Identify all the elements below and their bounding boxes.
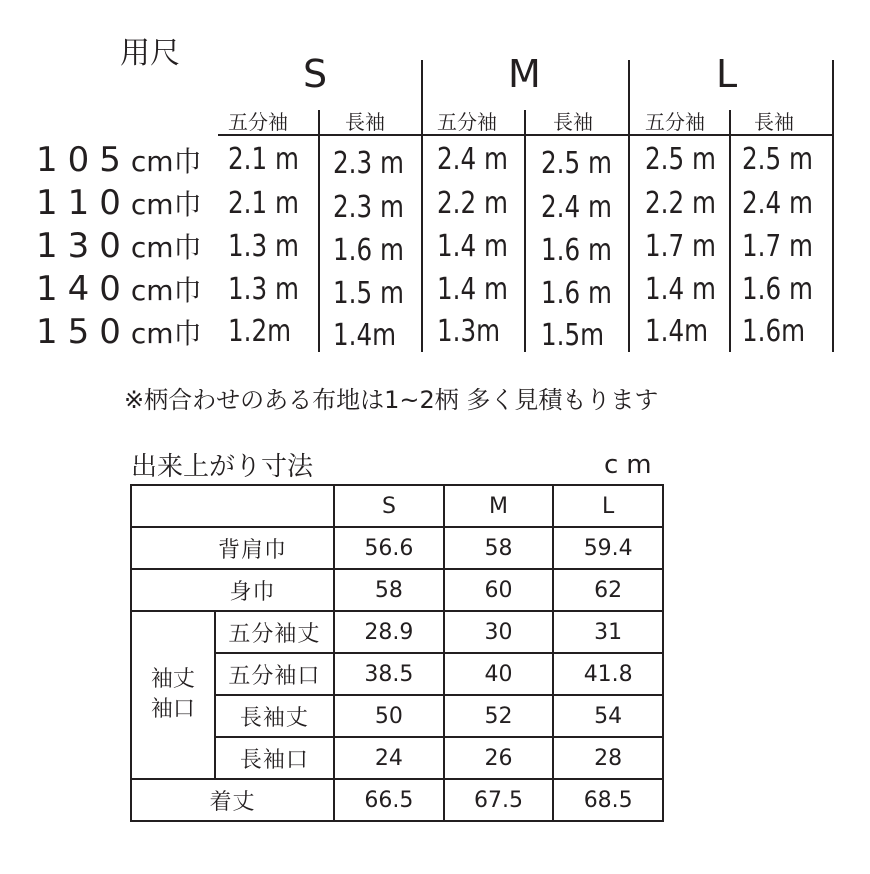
cell: 2.4 m (437, 142, 508, 177)
cell: 2.3 m (333, 190, 404, 225)
cell: 1.5m (541, 318, 605, 353)
table-row (131, 485, 663, 527)
row-label-140: 140cm巾 (36, 269, 202, 309)
col-header-s: S (334, 485, 444, 527)
cell: 2.2 m (645, 186, 716, 221)
subheader-s-short: 五分袖 (228, 110, 288, 134)
cell: 1.3 m (228, 272, 299, 307)
divider-s-m-top (421, 60, 423, 136)
table-row (131, 569, 663, 611)
yoshaku-title: 用尺 (120, 36, 180, 71)
pattern-match-note: ※柄合わせのある布地は1~2柄 多く見積もります (124, 386, 659, 414)
table-row (131, 779, 663, 821)
cell: 58 (334, 569, 444, 611)
col-header-m: M (444, 485, 554, 527)
col-header-l: L (553, 485, 663, 527)
divider-m-l (628, 136, 630, 352)
cell: 2.1 m (228, 142, 299, 177)
cell: 40 (444, 653, 554, 695)
cell: 26 (444, 737, 554, 779)
cell: 59.4 (553, 527, 663, 569)
cell: 1.4 m (645, 272, 716, 307)
divider-s-inner (318, 110, 320, 352)
cell: 41.8 (553, 653, 663, 695)
cell: 1.6 m (541, 233, 612, 268)
size-header-l: L (716, 52, 738, 96)
row-label-back-width: 背肩巾 (131, 527, 334, 569)
subheader-m-short: 五分袖 (437, 110, 497, 134)
subheader-l-long: 長袖 (754, 110, 794, 134)
cell: 28 (553, 737, 663, 779)
cell: 1.6 m (742, 272, 813, 307)
cell: 28.9 (334, 611, 444, 653)
finished-unit: cm (604, 450, 660, 480)
subheader-m-long: 長袖 (553, 110, 593, 134)
cell: 68.5 (553, 779, 663, 821)
divider-s-m (421, 136, 423, 352)
cell: 50 (334, 695, 444, 737)
cell: 1.6m (742, 314, 806, 349)
row-label-105: 105cm巾 (36, 140, 202, 180)
cell: 58 (444, 527, 554, 569)
cell: 1.4m (333, 318, 397, 353)
corner-cell (131, 485, 334, 527)
cell: 2.5 m (742, 142, 813, 177)
row-label-short-sleeve-length: 五分袖丈 (215, 611, 334, 653)
divider-m-inner (524, 110, 526, 352)
cell: 2.4 m (541, 190, 612, 225)
cell: 2.1 m (228, 186, 299, 221)
row-label-length: 着丈 (131, 779, 334, 821)
cell: 2.4 m (742, 186, 813, 221)
cell: 1.6 m (333, 233, 404, 268)
cell: 56.6 (334, 527, 444, 569)
cell: 52 (444, 695, 554, 737)
row-label-body-width: 身巾 (131, 569, 334, 611)
divider-l-inner (729, 110, 731, 352)
row-label-110: 110cm巾 (36, 183, 202, 223)
divider-m-l-top (628, 60, 630, 136)
cell: 30 (444, 611, 554, 653)
cell: 67.5 (444, 779, 554, 821)
table-row (131, 611, 663, 653)
row-label-short-sleeve-cuff: 五分袖口 (215, 653, 334, 695)
subheader-s-long: 長袖 (345, 110, 385, 134)
cell: 24 (334, 737, 444, 779)
divider-right-edge (832, 60, 834, 352)
cell: 1.6 m (541, 276, 612, 311)
cell: 66.5 (334, 779, 444, 821)
cell: 1.7 m (645, 229, 716, 264)
cell: 38.5 (334, 653, 444, 695)
subheader-l-short: 五分袖 (645, 110, 705, 134)
row-label-130: 130cm巾 (36, 226, 202, 266)
cell: 60 (444, 569, 554, 611)
cell: 1.4 m (437, 272, 508, 307)
sleeve-group-label: 袖丈 袖口 (131, 611, 215, 779)
cell: 1.4 m (437, 229, 508, 264)
cell: 31 (553, 611, 663, 653)
cell: 2.3 m (333, 146, 404, 181)
row-label-150: 150cm巾 (36, 312, 202, 352)
cell: 1.7 m (742, 229, 813, 264)
cell: 1.5 m (333, 276, 404, 311)
finished-measurements-table (130, 484, 664, 822)
row-label-long-sleeve-cuff: 長袖口 (215, 737, 334, 779)
cell: 1.2m (228, 314, 292, 349)
cell: 1.3 m (228, 229, 299, 264)
finished-title: 出来上がり寸法 (131, 452, 314, 482)
cell: 62 (553, 569, 663, 611)
cell: 2.5 m (645, 142, 716, 177)
size-header-s: S (303, 52, 328, 96)
cell: 2.2 m (437, 186, 508, 221)
header-divider (218, 134, 834, 136)
cell: 1.4m (645, 314, 709, 349)
size-header-m: M (508, 52, 541, 96)
cell: 1.3m (437, 314, 501, 349)
cell: 54 (553, 695, 663, 737)
cell: 2.5 m (541, 146, 612, 181)
row-label-long-sleeve-length: 長袖丈 (215, 695, 334, 737)
table-row (131, 527, 663, 569)
